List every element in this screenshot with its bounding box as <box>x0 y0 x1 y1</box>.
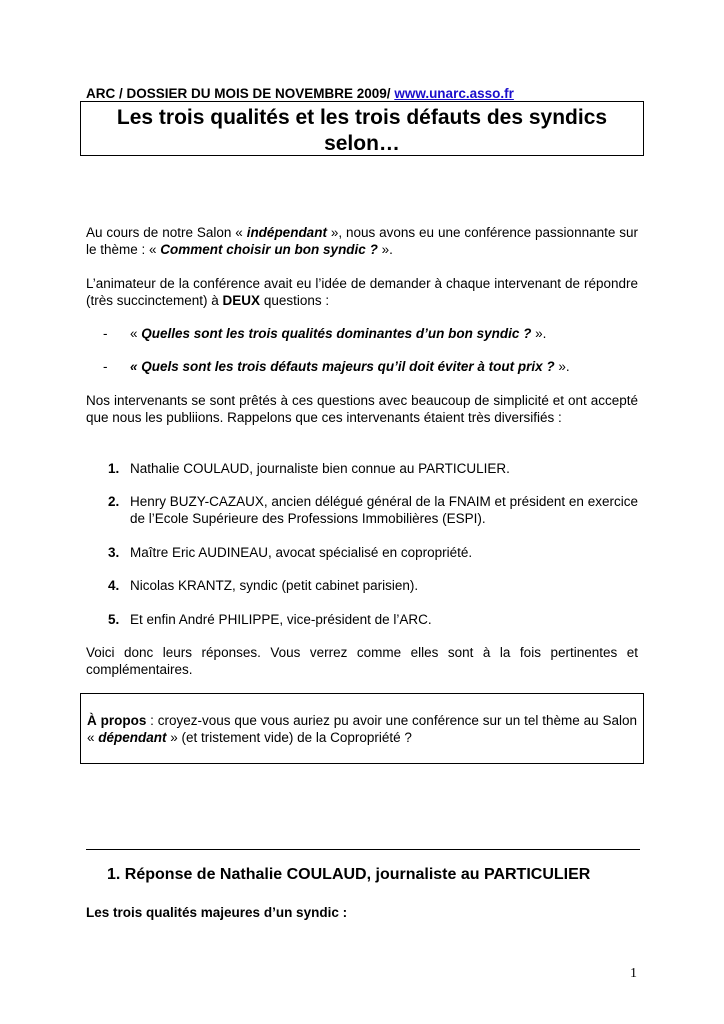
note-c: » (et tristement vide) de la Copropriété ? <box>166 730 412 745</box>
intro-paragraph-1 <box>86 224 638 258</box>
note-text <box>87 712 637 746</box>
title-line-1: Les trois qualités et les trois défauts des syndics <box>116 106 608 129</box>
speaker-item: Henry BUZY-CAZAUX, ancien délégué général de la FNAIM et président en exercice de l’Ecole Supérieure des Professions Immobilières (ESPI). <box>130 494 638 526</box>
section-divider <box>86 849 640 850</box>
speaker-item: Maître Eric AUDINEAU, avocat spécialisé en copropriété. <box>130 545 473 560</box>
speaker-item: Nicolas KRANTZ, syndic (petit cabinet parisien). <box>130 578 419 593</box>
title-line-2: selon… <box>324 132 400 155</box>
note-a: : croyez-vous que vous auriez pu avoir une conférence sur un tel thème au Salon « <box>87 713 637 745</box>
note-b: dépendant <box>98 730 167 745</box>
p1-e: ». <box>377 242 393 257</box>
note-label: À propos <box>87 713 147 728</box>
q1-pre: « <box>130 326 142 341</box>
speaker-number: 2. <box>108 494 120 509</box>
speaker-number: 5. <box>108 612 120 627</box>
q1-post: ». <box>531 326 547 341</box>
conclusion-paragraph: Voici donc leurs réponses. Vous verrez comme elles sont à la fois pertinentes et complémentaires. <box>86 645 638 677</box>
question-bullet-2: - <box>103 359 108 374</box>
p1-c: », nous avons eu une conférence passionnante sur le thème : « <box>86 225 639 257</box>
p2-b: DEUX <box>222 293 261 308</box>
website-link[interactable]: www.unarc.asso.fr <box>394 86 514 101</box>
question-bullet-1: - <box>103 326 108 341</box>
p2-c: questions : <box>260 293 330 308</box>
page-number: 1 <box>630 966 637 981</box>
title-box <box>80 101 644 156</box>
intro-paragraph-2 <box>86 275 638 309</box>
p1-d: Comment choisir un bon syndic ? <box>160 242 378 257</box>
section-title: 1. Réponse de Nathalie COULAUD, journaliste au PARTICULIER <box>107 866 591 883</box>
p1-a: Au cours de notre Salon « <box>86 225 247 240</box>
speaker-number: 1. <box>108 461 120 476</box>
speakers-intro: Nos intervenants se sont prêtés à ces questions avec beaucoup de simplicité et ont accepté que nous les publiions. Rappelons que ces intervenants étaient très diversifiés : <box>86 393 638 425</box>
note-box <box>80 693 644 764</box>
speaker-item: Et enfin André PHILIPPE, vice-président de l’ARC. <box>130 612 432 627</box>
p1-b: indépendant <box>246 225 327 240</box>
header-prefix: ARC / DOSSIER DU MOIS DE NOVEMBRE 2009/ <box>86 86 395 101</box>
speaker-number: 3. <box>108 545 120 560</box>
question-1 <box>130 325 638 342</box>
dossier-header <box>86 86 514 101</box>
question-2 <box>130 358 638 375</box>
section-subtitle: Les trois qualités majeures d’un syndic : <box>86 905 348 920</box>
q2-text: « Quels sont les trois défauts majeurs qu’il doit éviter à tout prix ? <box>130 359 555 374</box>
q2-post: ». <box>554 359 570 374</box>
speaker-number: 4. <box>108 578 120 593</box>
q1-text: Quelles sont les trois qualités dominantes d’un bon syndic ? <box>141 326 532 341</box>
speaker-item: Nathalie COULAUD, journaliste bien connue au PARTICULIER. <box>130 461 510 476</box>
p2-a: L’animateur de la conférence avait eu l’idée de demander à chaque intervenant de répondre (très succinctement) à <box>86 276 638 308</box>
